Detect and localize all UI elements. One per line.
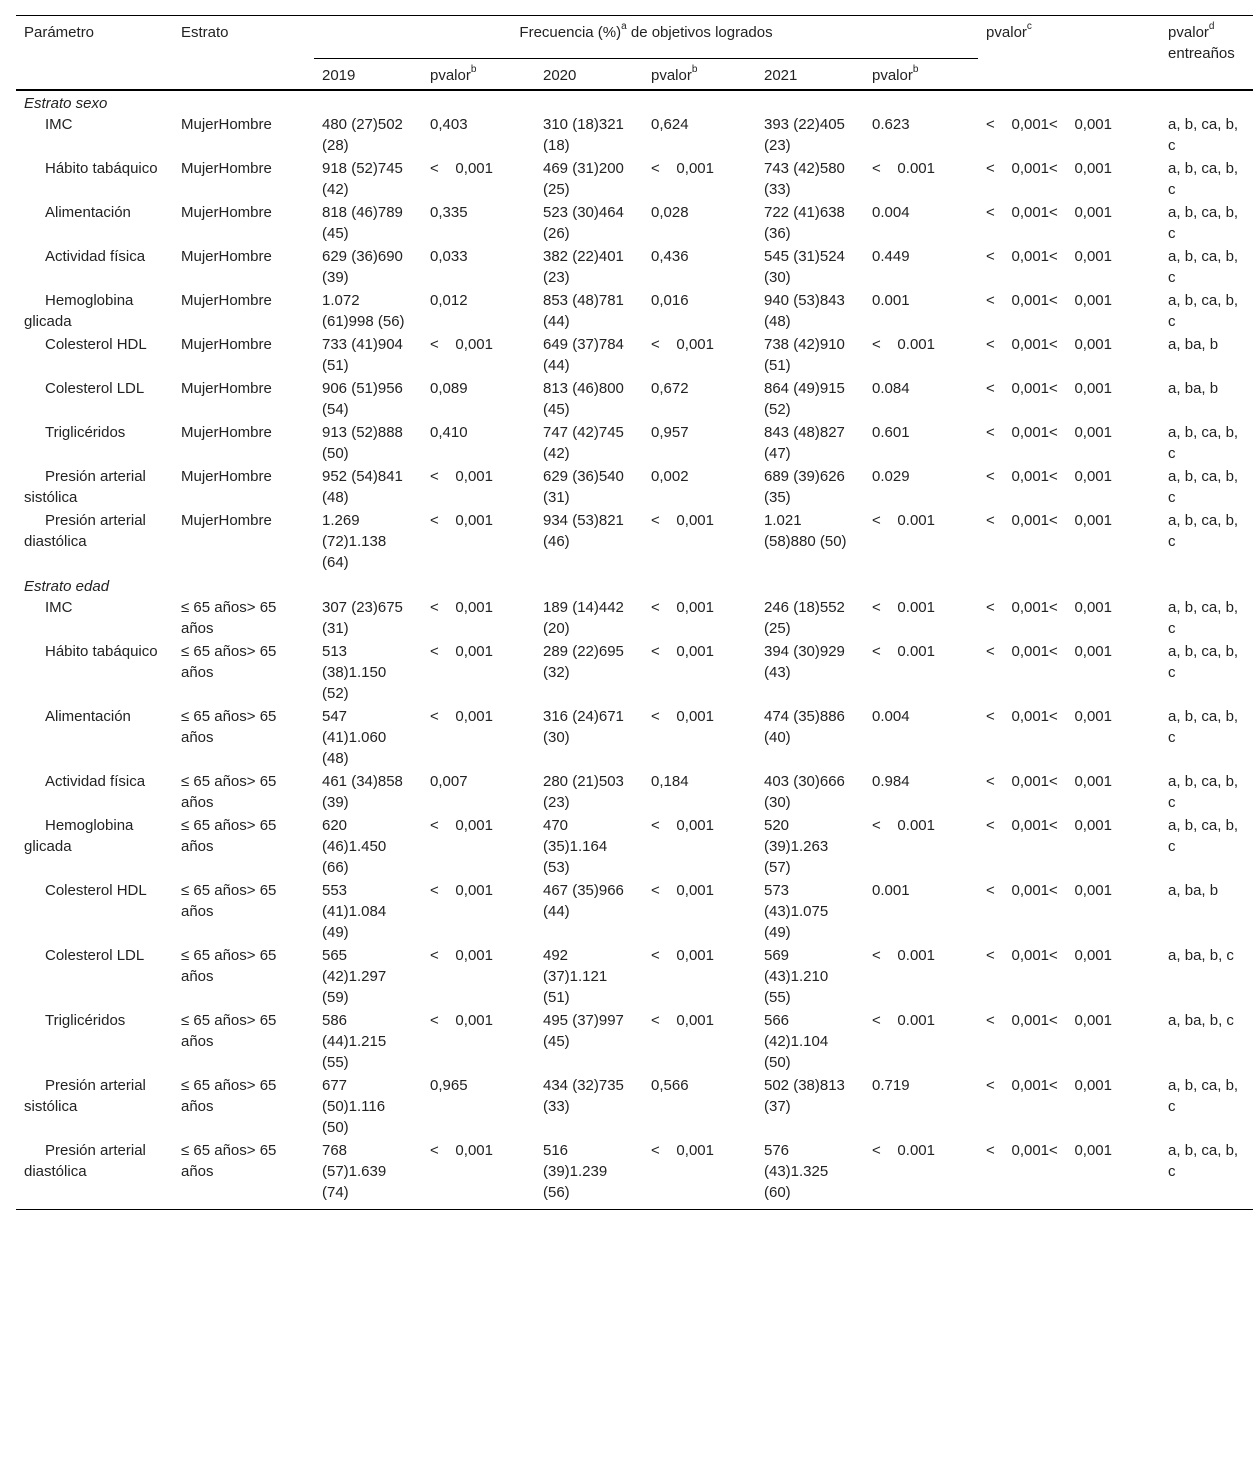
pvalor-c-cell: < 0,001< 0,001 <box>986 599 1112 616</box>
pvalor-2020-cell: 0,672 <box>651 380 689 397</box>
header-pvalor-b-2020: pvalor$^b$ <box>651 64 698 84</box>
pvalor-c-cell: < 0,001< 0,001 <box>986 204 1112 221</box>
freq-2019-cell: 918 (52)745 (42) <box>322 160 403 198</box>
estrato-cell: MujerHombre <box>181 380 272 397</box>
freq-2021-cell: 940 (53)843 (48) <box>764 292 845 330</box>
pvalor-c-cell: < 0,001< 0,001 <box>986 882 1112 899</box>
param-cell: Colesterol LDL <box>45 947 145 964</box>
pvalor-d-cell: a, b, ca, b, c <box>1168 116 1239 154</box>
pvalor-c-cell: < 0,001< 0,001 <box>986 248 1112 265</box>
pvalor-2020-cell: < 0,001 <box>651 882 714 899</box>
pvalor-2019-cell: 0,410 <box>430 424 468 441</box>
estrato-cell: MujerHombre <box>181 468 272 485</box>
param-cell: Presión arterial sistólica <box>24 468 146 506</box>
pvalor-d-cell: a, ba, b, c <box>1168 947 1234 964</box>
table-row <box>16 597 1253 641</box>
pvalor-2020-cell: < 0,001 <box>651 947 714 964</box>
pvalor-c-cell: < 0,001< 0,001 <box>986 947 1112 964</box>
freq-2021-cell: 569 (43)1.210 (55) <box>764 947 829 1006</box>
freq-2020-cell: 280 (21)503 (23) <box>543 773 624 811</box>
table-row <box>16 1075 1253 1140</box>
estrato-cell: MujerHombre <box>181 292 272 309</box>
header-parametro: Parámetro <box>16 16 173 91</box>
pvalor-2020-cell: 0,184 <box>651 773 689 790</box>
estrato-cell: ≤ 65 años> 65 años <box>181 1077 277 1115</box>
freq-2021-cell: 474 (35)886 (40) <box>764 708 845 746</box>
estrato-cell: ≤ 65 años> 65 años <box>181 599 277 637</box>
pvalor-d-cell: a, b, ca, b, c <box>1168 643 1239 681</box>
freq-2019-cell: 565 (42)1.297 (59) <box>322 947 387 1006</box>
estrato-cell: ≤ 65 años> 65 años <box>181 773 277 811</box>
pvalor-c-cell: < 0,001< 0,001 <box>986 116 1112 133</box>
param-cell: Triglicéridos <box>45 424 126 441</box>
table-row <box>16 202 1253 246</box>
pvalor-d-cell: a, b, ca, b, c <box>1168 292 1239 330</box>
freq-2021-cell: 864 (49)915 (52) <box>764 380 845 418</box>
pvalor-d-cell: a, ba, b <box>1168 336 1219 353</box>
freq-2020-cell: 934 (53)821 (46) <box>543 512 624 550</box>
pvalor-2020-cell: 0,624 <box>651 116 689 133</box>
pvalor-2021-cell: < 0.001 <box>872 643 935 660</box>
freq-2019-cell: 768 (57)1.639 (74) <box>314 1140 422 1210</box>
freq-2021-cell: 393 (22)405 (23) <box>764 116 845 154</box>
pvalor-c-cell: < 0,001< 0,001 <box>986 160 1112 177</box>
pvalor-d-cell: a, b, ca, b, c <box>1168 204 1239 242</box>
results-table <box>16 15 1253 1210</box>
table-row <box>16 815 1253 880</box>
header-2021: 2021 <box>764 67 798 84</box>
freq-2021-cell: 738 (42)910 (51) <box>764 336 845 374</box>
pvalor-c-cell: < 0,001< 0,001 <box>986 424 1112 441</box>
pvalor-c-cell: < 0,001< 0,001 <box>978 1140 1160 1210</box>
freq-2020-cell: 316 (24)671 (30) <box>543 708 624 746</box>
freq-2021-cell: 403 (30)666 (30) <box>764 773 845 811</box>
freq-2019-cell: 913 (52)888 (50) <box>322 424 403 462</box>
freq-2020-cell: 495 (37)997 (45) <box>543 1012 624 1050</box>
stratum-row <box>16 90 1253 114</box>
pvalor-d-cell: a, ba, b <box>1168 380 1219 397</box>
pvalor-2019-cell: < 0,001 <box>430 643 493 660</box>
pvalor-c-cell: < 0,001< 0,001 <box>986 1077 1112 1094</box>
estrato-cell: ≤ 65 años> 65 años <box>181 817 277 855</box>
freq-2019-cell: 906 (51)956 (54) <box>322 380 403 418</box>
pvalor-2021-cell: < 0.001 <box>872 160 935 177</box>
freq-2019-cell: 677 (50)1.116 (50) <box>322 1077 386 1136</box>
pvalor-2020-cell: < 0,001 <box>643 1140 756 1210</box>
table-row <box>16 771 1253 815</box>
table-row <box>16 641 1253 706</box>
freq-2020-cell: 434 (32)735 (33) <box>543 1077 624 1115</box>
param-cell: Hábito tabáquico <box>45 160 158 177</box>
pvalor-2020-cell: < 0,001 <box>651 336 714 353</box>
pvalor-2019-cell: 0,012 <box>430 292 468 309</box>
freq-2019-cell: 553 (41)1.084 (49) <box>322 882 387 941</box>
param-cell: Presión arterial diastólica <box>24 512 146 550</box>
param-cell: Triglicéridos <box>45 1012 126 1029</box>
pvalor-2021-cell: 0.623 <box>872 116 910 133</box>
pvalor-2019-cell: < 0,001 <box>430 1012 493 1029</box>
table-row <box>16 290 1253 334</box>
pvalor-d-cell: a, b, ca, b, c <box>1168 773 1239 811</box>
param-cell: Colesterol HDL <box>45 336 147 353</box>
freq-2020-cell: 813 (46)800 (45) <box>543 380 624 418</box>
estrato-cell: MujerHombre <box>181 424 272 441</box>
table-row <box>16 246 1253 290</box>
table-row <box>16 1140 1253 1210</box>
pvalor-2021-cell: 0.029 <box>872 468 910 485</box>
header-pvalor-c: pvalor$^c$ <box>978 16 1160 91</box>
pvalor-d-cell: a, ba, b, c <box>1168 1012 1234 1029</box>
param-cell: Hemoglobina glicada <box>24 817 134 855</box>
estrato-cell: ≤ 65 años> 65 años <box>181 882 277 920</box>
freq-2021-cell: 722 (41)638 (36) <box>764 204 845 242</box>
freq-2020-cell: 189 (14)442 (20) <box>543 599 624 637</box>
param-cell: Actividad física <box>45 248 146 265</box>
pvalor-2021-cell: 0.449 <box>872 248 910 265</box>
estrato-cell: MujerHombre <box>181 204 272 221</box>
freq-2019-cell: 818 (46)789 (45) <box>322 204 403 242</box>
table-header <box>16 16 1253 91</box>
pvalor-2019-cell: < 0,001 <box>422 1140 535 1210</box>
pvalor-d-cell: a, b, ca, b, c <box>1168 468 1239 506</box>
pvalor-d-cell: a, b, ca, b, c <box>1168 512 1239 550</box>
freq-2019-cell: 307 (23)675 (31) <box>322 599 403 637</box>
pvalor-2021-cell: 0.001 <box>872 882 910 899</box>
pvalor-2019-cell: < 0,001 <box>430 947 493 964</box>
pvalor-2019-cell: < 0,001 <box>430 160 493 177</box>
pvalor-2020-cell: < 0,001 <box>651 643 714 660</box>
pvalor-2020-cell: < 0,001 <box>651 512 714 529</box>
pvalor-2021-cell: 0.004 <box>872 708 910 725</box>
header-pvalor-d: pvalor$^d$ entreaños <box>1160 16 1253 91</box>
table-row <box>16 422 1253 466</box>
freq-2020-cell: 310 (18)321 (18) <box>543 116 624 154</box>
table-row <box>16 114 1253 158</box>
estrato-cell: MujerHombre <box>181 512 272 529</box>
stratum-title: Estrato sexo <box>24 95 108 112</box>
header-pvalor-b-2021: pvalor$^b$ <box>872 64 919 84</box>
header-2019: 2019 <box>322 67 356 84</box>
freq-2020-cell: 629 (36)540 (31) <box>543 468 624 506</box>
freq-2020-cell: 289 (22)695 (32) <box>543 643 624 681</box>
param-cell: Hemoglobina glicada <box>24 292 134 330</box>
freq-2019-cell: 952 (54)841 (48) <box>322 468 403 506</box>
table-row <box>16 510 1253 575</box>
pvalor-2019-cell: 0,965 <box>430 1077 468 1094</box>
pvalor-c-cell: < 0,001< 0,001 <box>986 817 1112 834</box>
estrato-cell: MujerHombre <box>181 336 272 353</box>
pvalor-2020-cell: < 0,001 <box>651 1012 714 1029</box>
pvalor-2021-cell: < 0.001 <box>872 599 935 616</box>
estrato-cell: ≤ 65 años> 65 años <box>181 947 277 985</box>
pvalor-2021-cell: 0.001 <box>872 292 910 309</box>
table-row <box>16 158 1253 202</box>
pvalor-c-cell: < 0,001< 0,001 <box>986 643 1112 660</box>
param-cell: Presión arterial diastólica <box>16 1140 173 1210</box>
freq-2019-cell: 1.269 (72)1.138 (64) <box>322 512 387 571</box>
table-row <box>16 880 1253 945</box>
freq-2020-cell: 469 (31)200 (25) <box>543 160 624 198</box>
pvalor-2019-cell: 0,403 <box>430 116 468 133</box>
freq-2019-cell: 733 (41)904 (51) <box>322 336 403 374</box>
pvalor-2020-cell: 0,436 <box>651 248 689 265</box>
pvalor-2020-cell: < 0,001 <box>651 160 714 177</box>
pvalor-d-cell: a, b, ca, b, c <box>1160 1140 1253 1210</box>
freq-2019-cell: 547 (41)1.060 (48) <box>322 708 387 767</box>
freq-2021-cell: 545 (31)524 (30) <box>764 248 845 286</box>
param-cell: IMC <box>45 116 73 133</box>
freq-2020-cell: 382 (22)401 (23) <box>543 248 624 286</box>
pvalor-d-cell: a, b, ca, b, c <box>1168 248 1239 286</box>
freq-2020-cell: 747 (42)745 (42) <box>543 424 624 462</box>
pvalor-2019-cell: < 0,001 <box>430 336 493 353</box>
pvalor-2021-cell: < 0.001 <box>872 1012 935 1029</box>
param-cell: Alimentación <box>45 204 131 221</box>
pvalor-d-cell: a, b, ca, b, c <box>1168 817 1239 855</box>
pvalor-c-cell: < 0,001< 0,001 <box>986 380 1112 397</box>
pvalor-2020-cell: < 0,001 <box>651 708 714 725</box>
freq-2020-cell: 523 (30)464 (26) <box>543 204 624 242</box>
pvalor-2020-cell: < 0,001 <box>651 599 714 616</box>
param-cell: Colesterol HDL <box>45 882 147 899</box>
pvalor-2019-cell: < 0,001 <box>430 882 493 899</box>
header-pvalor-b-2019: pvalor$^b$ <box>430 64 477 84</box>
table-row <box>16 466 1253 510</box>
pvalor-d-cell: a, b, ca, b, c <box>1168 160 1239 198</box>
estrato-cell: MujerHombre <box>181 248 272 265</box>
pvalor-2019-cell: 0,033 <box>430 248 468 265</box>
freq-2020-cell: 492 (37)1.121 (51) <box>543 947 608 1006</box>
pvalor-2019-cell: 0,089 <box>430 380 468 397</box>
param-cell: Actividad física <box>45 773 146 790</box>
pvalor-c-cell: < 0,001< 0,001 <box>986 336 1112 353</box>
pvalor-2019-cell: 0,335 <box>430 204 468 221</box>
pvalor-2019-cell: < 0,001 <box>430 468 493 485</box>
freq-2021-cell: 1.021 (58)880 (50) <box>764 512 847 550</box>
freq-2021-cell: 246 (18)552 (25) <box>764 599 845 637</box>
freq-2021-cell: 394 (30)929 (43) <box>764 643 845 681</box>
pvalor-2020-cell: 0,566 <box>651 1077 689 1094</box>
pvalor-2021-cell: 0.984 <box>872 773 910 790</box>
pvalor-c-cell: < 0,001< 0,001 <box>986 292 1112 309</box>
pvalor-2021-cell: 0.719 <box>872 1077 910 1094</box>
param-cell: Alimentación <box>45 708 131 725</box>
pvalor-2019-cell: < 0,001 <box>430 708 493 725</box>
pvalor-2020-cell: 0,016 <box>651 292 689 309</box>
table-row <box>16 945 1253 1010</box>
param-cell: Colesterol LDL <box>45 380 145 397</box>
freq-2020-cell: 470 (35)1.164 (53) <box>543 817 608 876</box>
pvalor-2020-cell: 0,957 <box>651 424 689 441</box>
pvalor-c-cell: < 0,001< 0,001 <box>986 1012 1112 1029</box>
estrato-cell: MujerHombre <box>181 160 272 177</box>
table-body <box>16 90 1253 1210</box>
freq-2019-cell: 513 (38)1.150 (52) <box>322 643 387 702</box>
param-cell: Presión arterial sistólica <box>24 1077 146 1115</box>
freq-2019-cell: 480 (27)502 (28) <box>322 116 403 154</box>
pvalor-d-cell: a, b, ca, b, c <box>1168 708 1239 746</box>
freq-2019-cell: 461 (34)858 (39) <box>322 773 403 811</box>
pvalor-2021-cell: < 0.001 <box>864 1140 978 1210</box>
table-row <box>16 334 1253 378</box>
stratum-row <box>16 575 1253 597</box>
table-row <box>16 706 1253 771</box>
freq-2019-cell: 620 (46)1.450 (66) <box>322 817 387 876</box>
pvalor-2021-cell: < 0.001 <box>872 817 935 834</box>
header-2020: 2020 <box>543 67 577 84</box>
estrato-cell: ≤ 65 años> 65 años <box>181 708 277 746</box>
freq-2021-cell: 576 (43)1.325 (60) <box>756 1140 864 1210</box>
pvalor-c-cell: < 0,001< 0,001 <box>986 773 1112 790</box>
pvalor-2021-cell: 0.601 <box>872 424 910 441</box>
freq-2021-cell: 566 (42)1.104 (50) <box>764 1012 829 1071</box>
header-estrato: Estrato <box>173 16 314 91</box>
estrato-cell: ≤ 65 años> 65 años <box>181 643 277 681</box>
pvalor-2019-cell: < 0,001 <box>430 599 493 616</box>
pvalor-2021-cell: < 0.001 <box>872 947 935 964</box>
freq-2020-cell: 853 (48)781 (44) <box>543 292 624 330</box>
pvalor-2021-cell: 0.084 <box>872 380 910 397</box>
stratum-title: Estrato edad <box>24 578 110 595</box>
pvalor-d-cell: a, ba, b <box>1168 882 1219 899</box>
pvalor-2021-cell: 0.004 <box>872 204 910 221</box>
pvalor-2021-cell: < 0.001 <box>872 512 935 529</box>
freq-2020-cell: 516 (39)1.239 (56) <box>535 1140 643 1210</box>
table-row <box>16 1010 1253 1075</box>
pvalor-2020-cell: 0,028 <box>651 204 689 221</box>
pvalor-c-cell: < 0,001< 0,001 <box>986 512 1112 529</box>
param-cell: IMC <box>45 599 73 616</box>
freq-2021-cell: 689 (39)626 (35) <box>764 468 845 506</box>
freq-2021-cell: 843 (48)827 (47) <box>764 424 845 462</box>
pvalor-c-cell: < 0,001< 0,001 <box>986 468 1112 485</box>
pvalor-d-cell: a, b, ca, b, c <box>1168 424 1239 462</box>
table-row <box>16 378 1253 422</box>
freq-2021-cell: 502 (38)813 (37) <box>764 1077 845 1115</box>
header-frecuencia: Frecuencia (%)$^a$ de objetivos logrados <box>314 16 978 59</box>
freq-2020-cell: 649 (37)784 (44) <box>543 336 624 374</box>
estrato-cell: ≤ 65 años> 65 años <box>181 1012 277 1050</box>
pvalor-2019-cell: < 0,001 <box>430 512 493 529</box>
freq-2019-cell: 586 (44)1.215 (55) <box>322 1012 387 1071</box>
pvalor-c-cell: < 0,001< 0,001 <box>986 708 1112 725</box>
pvalor-2020-cell: < 0,001 <box>651 817 714 834</box>
param-cell: Hábito tabáquico <box>45 643 158 660</box>
freq-2021-cell: 573 (43)1.075 (49) <box>764 882 829 941</box>
freq-2021-cell: 520 (39)1.263 (57) <box>764 817 829 876</box>
estrato-cell: ≤ 65 años> 65 años <box>173 1140 314 1210</box>
pvalor-2021-cell: < 0.001 <box>872 336 935 353</box>
pvalor-d-cell: a, b, ca, b, c <box>1168 599 1239 637</box>
pvalor-2020-cell: 0,002 <box>651 468 689 485</box>
pvalor-2019-cell: < 0,001 <box>430 817 493 834</box>
estrato-cell: MujerHombre <box>181 116 272 133</box>
freq-2020-cell: 467 (35)966 (44) <box>543 882 624 920</box>
freq-2019-cell: 629 (36)690 (39) <box>322 248 403 286</box>
pvalor-d-cell: a, b, ca, b, c <box>1168 1077 1239 1115</box>
freq-2019-cell: 1.072 (61)998 (56) <box>322 292 405 330</box>
pvalor-2019-cell: 0,007 <box>430 773 468 790</box>
freq-2021-cell: 743 (42)580 (33) <box>764 160 845 198</box>
